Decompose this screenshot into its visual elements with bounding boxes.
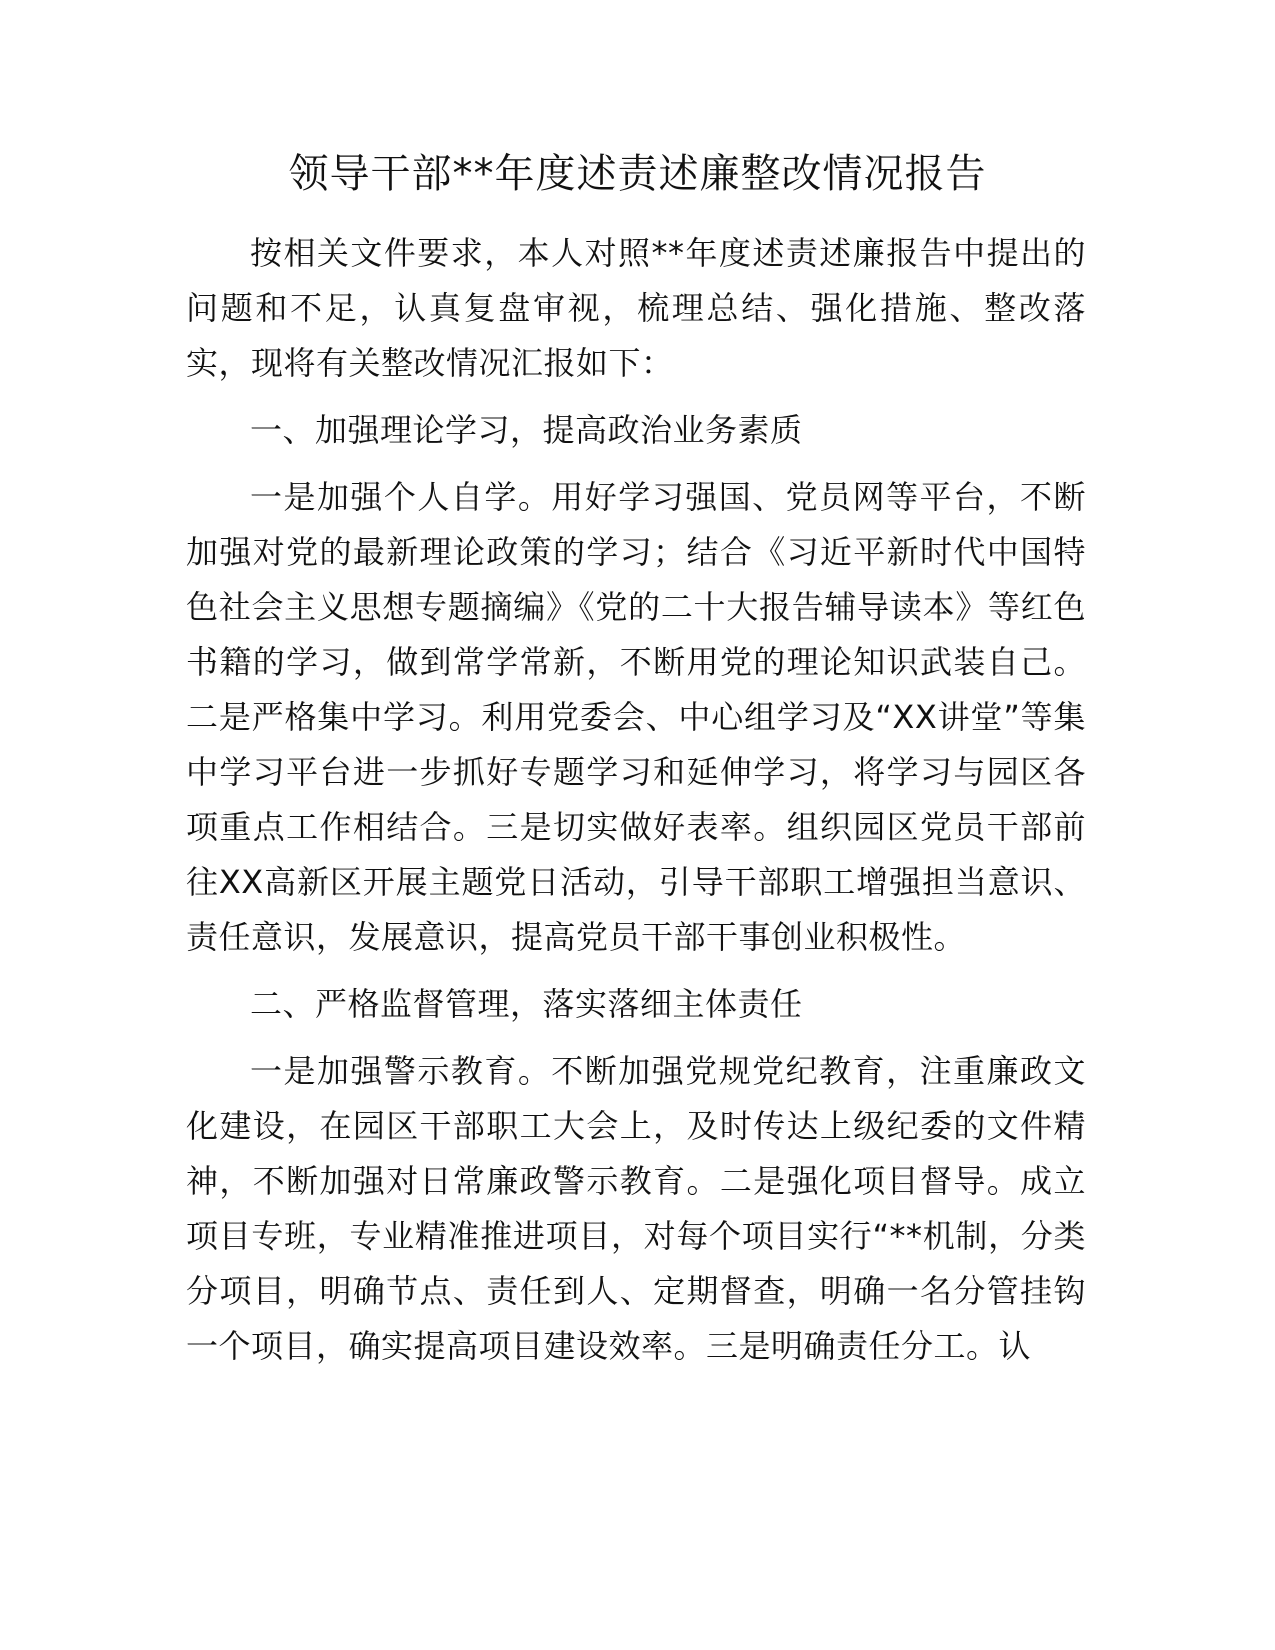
section-1-paragraph: 一是加强个人自学。用好学习强国、党员网等平台，不断加强对党的最新理论政策的学习；结合《习近平新时代中国特色社会主义思想专题摘编》《党的二十大报告辅导读本》等红色书籍的学习，做到常学常新，不断用党的理论知识武装自己。二是严格集中学习。利用党委会、中心组学习及“XX讲堂”等集中学习平台进一步抓好专题学习和延伸学习，将学习与园区各项重点工作相结合。三是切实做好表率。组织园区党员干部前往XX高新区开展主题党日活动，引导干部职工增强担当意识、责任意识，发展意识，提高党员干部干事创业积极性。	[186, 478, 1086, 956]
section-2-paragraph: 一是加强警示教育。不断加强党规党纪教育，注重廉政文化建设，在园区干部职工大会上，及时传达上级纪委的文件精神，不断加强对日常廉政警示教育。二是强化项目督导。成立项目专班，专业精准推进项目，对每个项目实行“**机制，分类分项目，明确节点、责任到人、定期督查，明确一名分管挂钩一个项目，确实提高项目建设效率。三是明确责任分工。认	[186, 1052, 1086, 1365]
section-1-heading: 一、加强理论学习，提高政治业务素质	[250, 411, 803, 449]
document-title: 领导干部**年度述责述廉整改情况报告	[288, 151, 987, 197]
section-2-heading: 二、严格监督管理，落实落细主体责任	[250, 985, 803, 1023]
intro-paragraph: 按相关文件要求，本人对照**年度述责述廉报告中提出的问题和不足，认真复盘审视，梳理总结、强化措施、整改落实，现将有关整改情况汇报如下：	[186, 234, 1086, 382]
document-body	[186, 226, 1086, 1386]
